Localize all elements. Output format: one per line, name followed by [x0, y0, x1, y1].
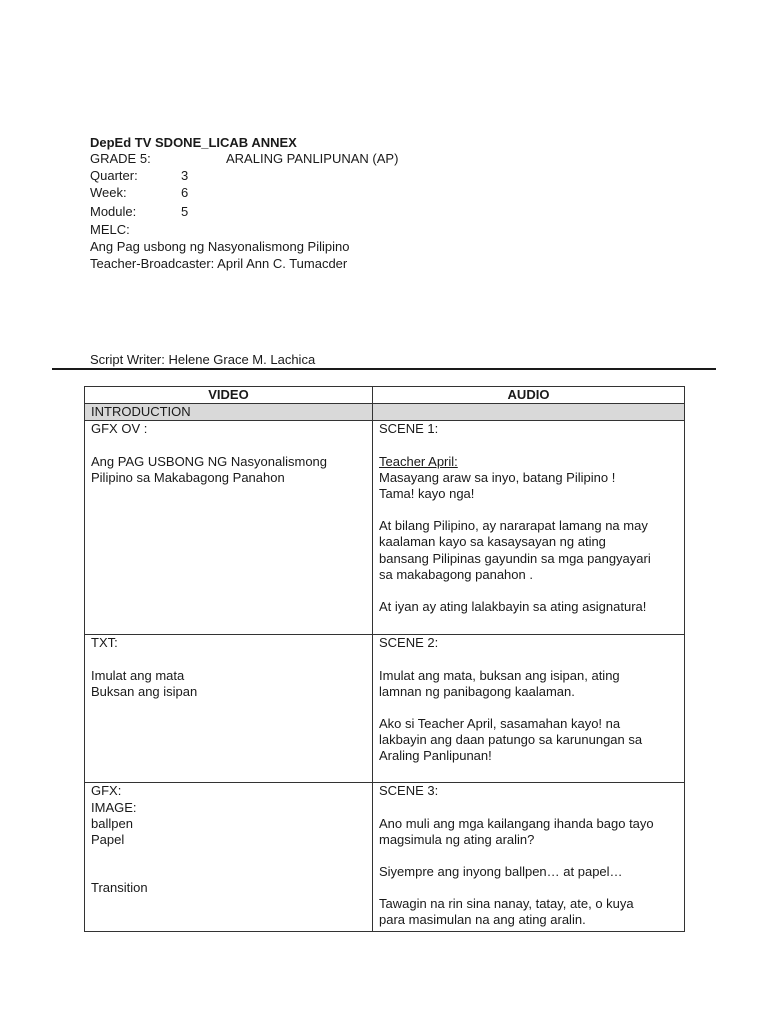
audio-text: sa makabagong panahon . — [379, 566, 533, 582]
scene-label: SCENE 3: — [379, 783, 439, 799]
video-cell — [85, 635, 373, 783]
speaker-label: Teacher April: — [379, 453, 458, 469]
table-header-row — [85, 387, 685, 404]
section-empty-cell — [373, 404, 685, 421]
grade-line — [90, 150, 398, 167]
video-heading: TXT: — [91, 635, 118, 651]
audio-text: At iyan ay ating lalakbayin sa ating asignatura! — [379, 599, 647, 615]
video-cell — [85, 783, 373, 932]
audio-text: lakbayin ang daan patungo sa karunungan sa — [379, 732, 643, 748]
table-row — [85, 635, 685, 783]
video-text: Buksan ang isipan — [91, 683, 198, 699]
audio-text: kaalaman kayo sa kasaysayan ng ating — [379, 534, 606, 550]
scene-label: SCENE 1: — [379, 421, 439, 437]
column-header-video: VIDEO — [85, 387, 373, 404]
audio-text: Tama! kayo nga! — [379, 486, 475, 502]
script-writer: Script Writer: Helene Grace M. Lachica — [90, 352, 316, 367]
week-label: Week: — [90, 185, 127, 200]
module-label: Module: — [90, 204, 137, 219]
audio-cell — [373, 635, 685, 783]
grade-label: GRADE 5: — [90, 151, 151, 166]
table-row — [85, 783, 685, 932]
audio-text: Masayang araw sa inyo, batang Pilipino ! — [379, 469, 616, 485]
audio-text: lamnan ng panibagong kaalaman. — [379, 683, 575, 699]
video-text: Papel — [91, 832, 125, 848]
video-heading: GFX OV : — [91, 421, 148, 437]
melc-label: MELC: — [90, 222, 130, 237]
video-text: Pilipino sa Makabagong Panahon — [91, 469, 285, 485]
table-row — [85, 421, 685, 635]
section-label: INTRODUCTION — [85, 404, 373, 421]
week-line — [90, 184, 188, 201]
column-header-audio: AUDIO — [373, 387, 685, 404]
week-value: 6 — [181, 185, 189, 200]
script-table — [84, 386, 685, 932]
video-cell — [85, 421, 373, 635]
module-value: 5 — [181, 204, 189, 219]
video-text: Imulat ang mata — [91, 667, 185, 683]
audio-text: Imulat ang mata, buksan ang isipan, ating — [379, 667, 620, 683]
video-text: Ang PAG USBONG NG Nasyonalismong — [91, 453, 328, 469]
video-text: Transition — [91, 880, 148, 896]
divider-rule — [52, 368, 716, 370]
quarter-line — [90, 167, 188, 184]
audio-text: magsimula ng ating aralin? — [379, 831, 535, 847]
audio-text: Siyempre ang inyong ballpen… at papel… — [379, 864, 623, 880]
video-heading: GFX: — [91, 783, 122, 799]
quarter-value: 3 — [181, 168, 189, 183]
audio-text: Araling Panlipunan! — [379, 748, 492, 764]
section-row — [85, 404, 685, 421]
video-text: ballpen — [91, 815, 133, 831]
quarter-label: Quarter: — [90, 168, 138, 183]
audio-cell — [373, 783, 685, 932]
module-line — [90, 203, 188, 220]
audio-text: para masimulan na ang ating aralin. — [379, 912, 586, 928]
document-title: DepEd TV SDONE_LICAB ANNEX — [90, 135, 297, 150]
audio-text: Tawagin na rin sina nanay, tatay, ate, o kuya — [379, 896, 634, 912]
video-text: IMAGE: — [91, 799, 137, 815]
scene-label: SCENE 2: — [379, 635, 439, 651]
subject-name: ARALING PANLIPUNAN (AP) — [226, 151, 399, 166]
audio-text: At bilang Pilipino, ay nararapat lamang na may — [379, 518, 648, 534]
teacher-broadcaster: Teacher-Broadcaster: April Ann C. Tumacder — [90, 256, 348, 271]
audio-cell — [373, 421, 685, 635]
audio-text: bansang Pilipinas gayundin sa mga pangyayari — [379, 550, 651, 566]
melc-text: Ang Pag usbong ng Nasyonalismong Pilipino — [90, 239, 350, 254]
audio-text: Ano muli ang mga kailangang ihanda bago tayo — [379, 815, 654, 831]
audio-text: Ako si Teacher April, sasamahan kayo! na — [379, 716, 621, 732]
